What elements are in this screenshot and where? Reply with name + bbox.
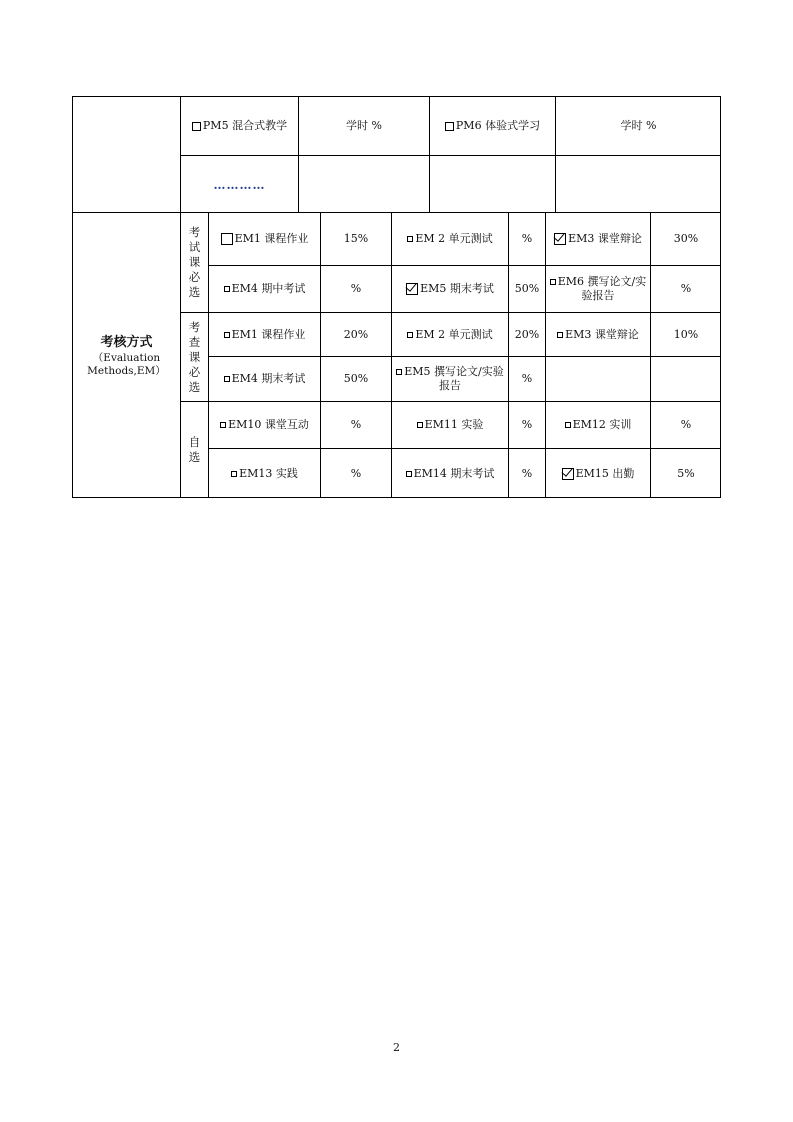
exam-em2-label: EM 2 单元测试 — [415, 232, 493, 245]
check-em4-percent: 50% — [343, 372, 369, 385]
opt-em15-option[interactable] — [546, 449, 650, 498]
pm6-label: PM6 体验式学习 — [455, 119, 541, 132]
exam-em3-percent: 30% — [673, 232, 699, 245]
exam-em1-option[interactable] — [209, 213, 320, 265]
pm6-checkbox[interactable] — [445, 122, 454, 131]
check-em2-option[interactable] — [392, 313, 508, 356]
opt-em13-label: EM13 实践 — [239, 466, 298, 480]
exam-em1-checkbox[interactable] — [221, 233, 233, 245]
opt-em14-option[interactable] — [392, 449, 508, 498]
exam-em6-option[interactable] — [546, 266, 650, 312]
pm5-hours: 学时 % — [346, 119, 382, 132]
check-em1-label: EM1 课程作业 — [231, 327, 306, 341]
exam-em6-label: EM6 撰写论文/实验报告 — [557, 275, 647, 302]
check-em4-checkbox[interactable] — [224, 376, 230, 382]
assessment-subtitle: （Evaluation Methods,EM） — [87, 351, 166, 377]
group-optional-cell — [181, 402, 208, 498]
check-em1-percent: 20% — [343, 327, 369, 341]
exam-em2-option[interactable] — [392, 213, 508, 265]
exam-em4-label: EM4 期中考试 — [231, 282, 306, 295]
check-em2-checkbox[interactable] — [407, 332, 413, 338]
assessment-title-cell — [73, 213, 180, 498]
opt-em10-percent: % — [350, 418, 362, 431]
group-exam-cell — [181, 213, 208, 312]
opt-em14-checkbox[interactable] — [406, 471, 412, 477]
exam-em4-option[interactable] — [209, 266, 320, 312]
opt-em15-percent: 5% — [677, 466, 695, 480]
pm6-option[interactable] — [430, 97, 555, 155]
exam-em4-percent: % — [350, 282, 362, 295]
exam-em2-percent: % — [521, 232, 533, 245]
exam-em3-label: EM3 课堂辩论 — [568, 232, 642, 245]
check-em2-percent: 20% — [514, 327, 540, 341]
group-exam-label: 考试课必选 — [188, 225, 201, 299]
exam-em5-label: EM5 期末考试 — [420, 282, 494, 295]
exam-em5-percent: 50% — [514, 282, 540, 295]
opt-em15-checkbox-checked[interactable] — [562, 468, 574, 480]
exam-em5-checkbox-checked[interactable] — [406, 283, 418, 295]
check-em3-option[interactable] — [546, 313, 650, 356]
pm6-hours: 学时 % — [620, 119, 657, 132]
opt-em13-option[interactable] — [209, 449, 320, 498]
check-em4-label: EM4 期末考试 — [231, 372, 306, 385]
exam-em1-label: EM1 课程作业 — [234, 232, 309, 245]
pm5-checkbox[interactable] — [192, 122, 201, 131]
opt-em12-option[interactable] — [546, 402, 650, 448]
opt-em15-label: EM15 出勤 — [575, 466, 635, 480]
check-em5-option[interactable] — [392, 357, 508, 401]
check-em5-label: EM5 撰写论文/实验报告 — [404, 365, 504, 392]
group-optional-label: 自选 — [188, 435, 201, 464]
check-em2-label: EM 2 单元测试 — [415, 327, 493, 341]
ellipsis-cell — [181, 156, 298, 213]
opt-em10-label: EM10 课堂互动 — [228, 418, 309, 431]
exam-em6-checkbox[interactable] — [550, 279, 556, 285]
opt-em14-percent: % — [521, 466, 533, 480]
opt-em11-checkbox[interactable] — [417, 422, 423, 428]
opt-em12-percent: % — [680, 418, 692, 431]
opt-em13-percent: % — [350, 466, 362, 480]
opt-em10-checkbox[interactable] — [220, 422, 226, 428]
exam-em2-checkbox[interactable] — [407, 236, 413, 242]
opt-em13-checkbox[interactable] — [231, 471, 237, 477]
exam-em3-checkbox-checked[interactable] — [554, 233, 566, 245]
check-em1-checkbox[interactable] — [224, 332, 230, 338]
opt-em12-label: EM12 实训 — [572, 418, 632, 431]
check-em1-option[interactable] — [209, 313, 320, 356]
check-em5-checkbox[interactable] — [396, 369, 402, 375]
check-em3-percent: 10% — [673, 327, 699, 341]
exam-em6-percent: % — [680, 282, 692, 295]
exam-em5-option[interactable] — [392, 266, 508, 312]
ellipsis: ………… — [213, 177, 266, 192]
check-em3-checkbox[interactable] — [557, 332, 563, 338]
assessment-title: 考核方式 — [100, 334, 153, 350]
pm5-label: PM5 混合式教学 — [202, 119, 288, 132]
check-em3-label: EM3 课堂辩论 — [565, 327, 639, 341]
opt-em14-label: EM14 期末考试 — [413, 466, 495, 480]
exam-em3-option[interactable] — [546, 213, 650, 265]
opt-em12-checkbox[interactable] — [565, 422, 571, 428]
opt-em10-option[interactable] — [209, 402, 320, 448]
pm5-option[interactable] — [181, 97, 298, 155]
check-em4-option[interactable] — [209, 357, 320, 401]
opt-em11-option[interactable] — [392, 402, 508, 448]
group-check-cell — [181, 313, 208, 401]
exam-em1-percent: 15% — [343, 232, 369, 245]
page-number: 2 — [393, 1041, 400, 1054]
opt-em11-label: EM11 实验 — [424, 418, 484, 431]
opt-em11-percent: % — [521, 418, 533, 431]
check-em5-percent: % — [521, 372, 533, 385]
group-check-label: 考查课必选 — [188, 319, 201, 394]
exam-em4-checkbox[interactable] — [224, 286, 230, 292]
